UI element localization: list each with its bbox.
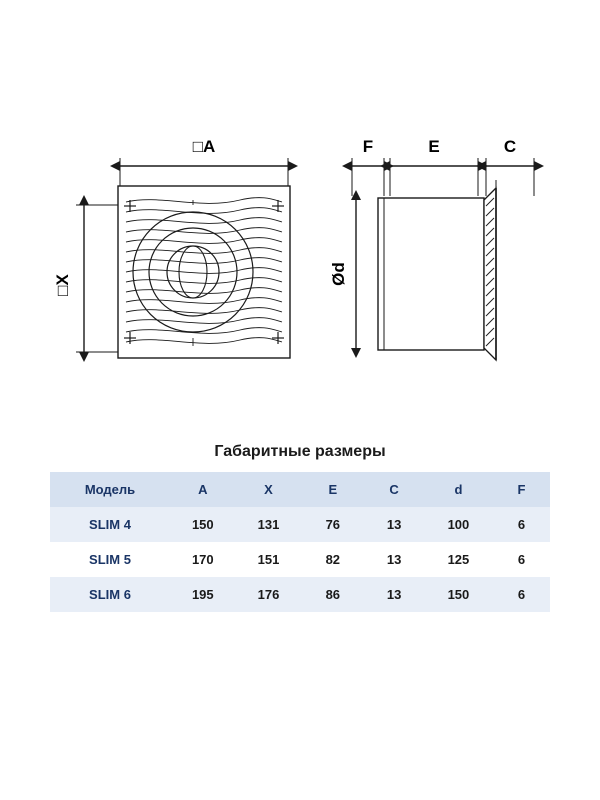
cell-f: 6 [493,507,550,542]
dimension-d [329,200,356,348]
dimension-f [352,137,384,196]
cell-e: 82 [301,542,364,577]
col-header-x: X [236,472,302,507]
col-header-f: F [493,472,550,507]
cell-model: SLIM 6 [50,577,170,612]
dimension-x [53,205,122,352]
dimension-c [486,137,534,196]
side-body-outline [378,198,484,350]
cell-x: 176 [236,577,302,612]
cell-d: 150 [424,577,493,612]
col-header-a: A [170,472,236,507]
dimension-a [120,137,288,190]
table-row [50,507,550,542]
cell-e: 76 [301,507,364,542]
col-header-e: E [301,472,364,507]
cell-model: SLIM 5 [50,542,170,577]
label-f: F [362,137,374,156]
cell-a: 170 [170,542,236,577]
dimensions-table [50,472,550,612]
dimension-e [390,137,478,196]
side-spigot-outline [484,188,496,360]
cell-a: 195 [170,577,236,612]
label-d: Ød [329,262,348,286]
front-panel-outline [118,186,290,358]
cell-c: 13 [364,577,424,612]
label-a: □A [192,137,216,156]
cell-a: 150 [170,507,236,542]
cell-x: 131 [236,507,302,542]
label-c: C [503,137,517,156]
label-x: □X [53,274,72,296]
table-header-row [50,472,550,507]
col-header-c: C [364,472,424,507]
cell-x: 151 [236,542,302,577]
cell-e: 86 [301,577,364,612]
cell-c: 13 [364,507,424,542]
cell-f: 6 [493,577,550,612]
col-header-d: d [424,472,493,507]
cell-d: 125 [424,542,493,577]
label-e: E [428,137,440,156]
cell-f: 6 [493,542,550,577]
cell-c: 13 [364,542,424,577]
table-row [50,577,550,612]
cell-model: SLIM 4 [50,507,170,542]
table-row [50,542,550,577]
col-header-model: Модель [50,472,170,507]
cell-d: 100 [424,507,493,542]
table-title: Габаритные размеры [214,443,386,460]
